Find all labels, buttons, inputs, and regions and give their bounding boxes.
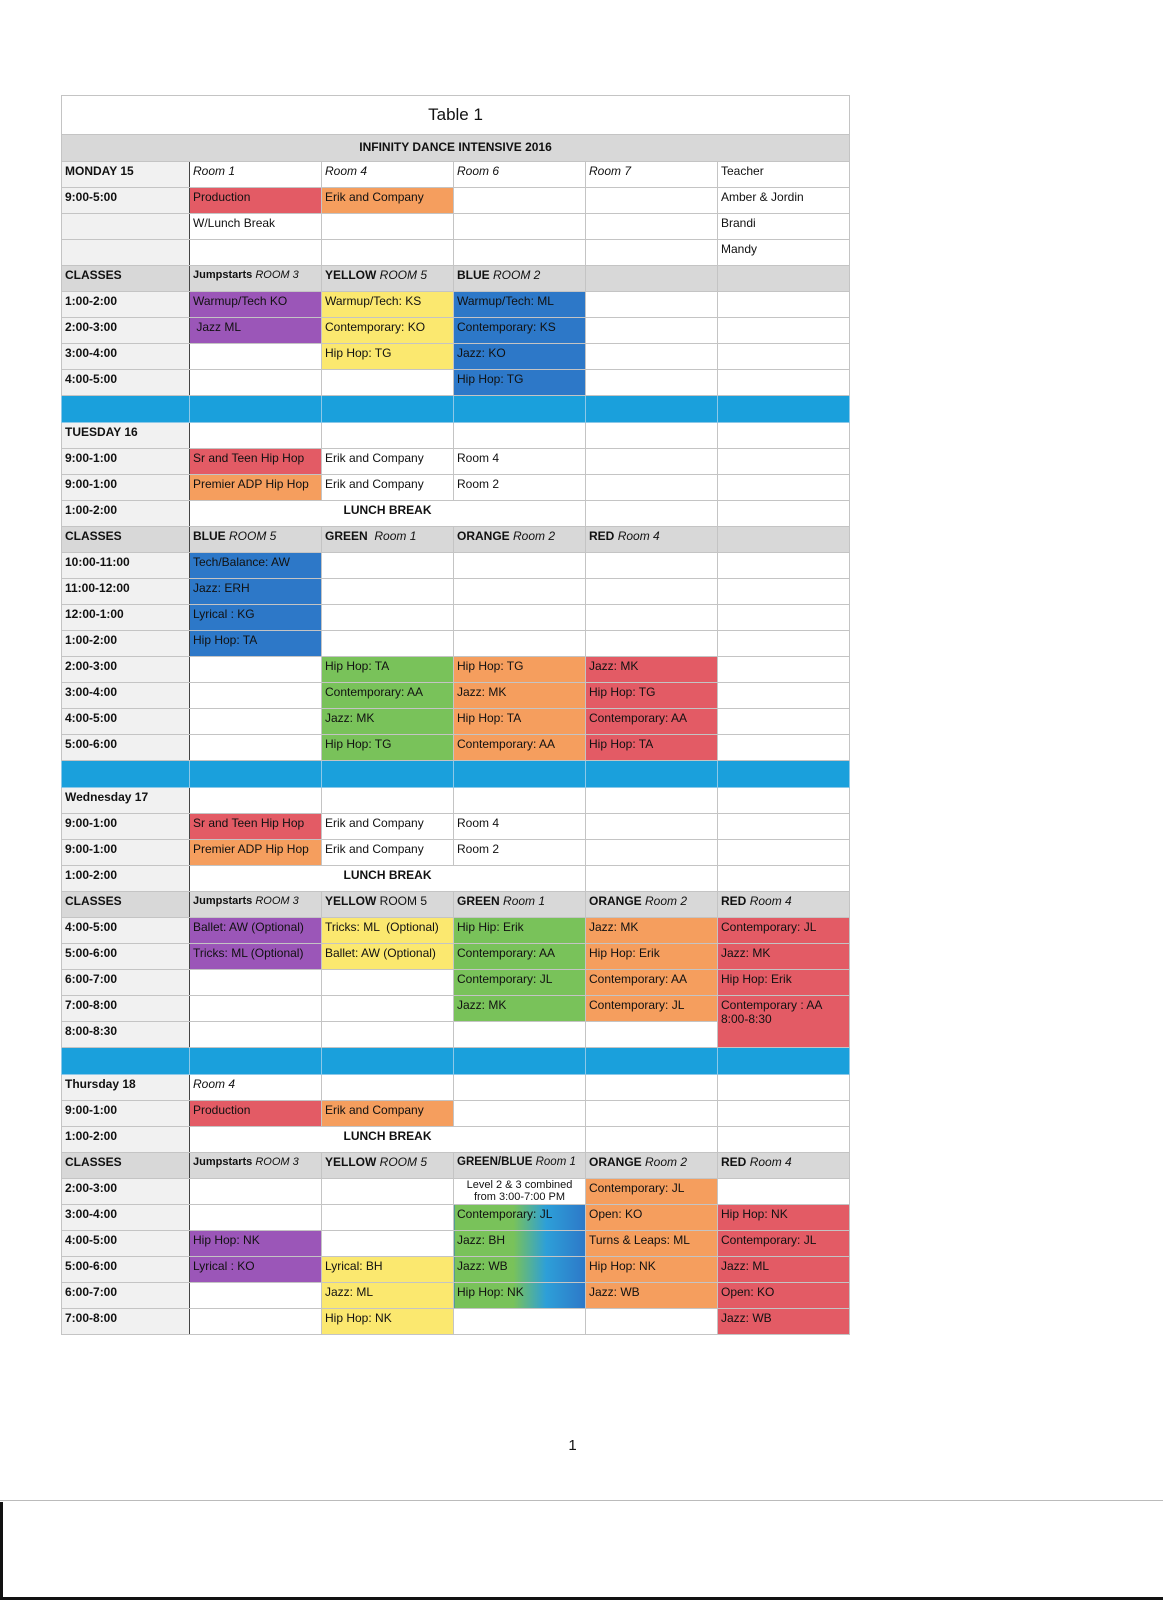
time-cell: 7:00-8:00 (62, 1309, 190, 1335)
class-cell: Hip Hop: NK (586, 1257, 718, 1283)
table-row (62, 1231, 850, 1257)
day-divider (62, 396, 850, 423)
time-cell: 1:00-2:00 (62, 1127, 190, 1153)
class-cell: Hip Hop: TG (454, 657, 586, 683)
schedule-cell: Erik and Company (322, 814, 454, 840)
class-cell: Open: KO (718, 1283, 850, 1309)
schedule-cell: Sr and Teen Hip Hop (190, 449, 322, 475)
table-row (62, 605, 850, 631)
time-cell: 3:00-4:00 (62, 344, 190, 370)
day-divider (62, 1048, 850, 1075)
classes-label: CLASSES (62, 266, 190, 292)
schedule-cell (586, 188, 718, 214)
level-heading: RED Room 4 (718, 892, 850, 918)
table-row (62, 370, 850, 396)
lunch-row (62, 1127, 850, 1153)
class-cell: Hip Hop: TA (454, 709, 586, 735)
class-cell: Jazz: WB (454, 1257, 586, 1283)
schedule-cell (454, 240, 586, 266)
schedule-cell (322, 214, 454, 240)
class-cell: Turns & Leaps: ML (586, 1231, 718, 1257)
table-row (62, 1205, 850, 1231)
lunch-row (62, 866, 850, 892)
class-cell: Contemporary: KS (454, 318, 586, 344)
schedule-cell: Production (190, 1101, 322, 1127)
class-cell: Jazz: WB (718, 1309, 850, 1335)
level-heading: Jumpstarts ROOM 3 (190, 1153, 322, 1179)
class-cell: Hip Hop: TG (586, 683, 718, 709)
class-cell: Hip Hop: NK (454, 1283, 586, 1309)
time-cell: 4:00-5:00 (62, 918, 190, 944)
class-cell: Jazz: ERH (190, 579, 322, 605)
class-cell: Hip Hop: TA (190, 631, 322, 657)
class-cell (718, 292, 850, 318)
combined-note: Level 2 & 3 combined from 3:00-7:00 PM (454, 1179, 586, 1205)
table-row (62, 631, 850, 657)
page-edge-line (0, 1500, 1163, 1501)
level-heading: Jumpstarts ROOM 3 (190, 266, 322, 292)
class-cell: Contemporary: JL (718, 918, 850, 944)
time-cell: 9:00-1:00 (62, 475, 190, 501)
level-heading: ORANGE Room 2 (454, 527, 586, 553)
class-cell: Hip Hop: NK (322, 1309, 454, 1335)
class-cell: Jazz ML (190, 318, 322, 344)
class-cell (322, 370, 454, 396)
room-heading: Room 4 (190, 1075, 322, 1101)
class-cell: Contemporary: JL (454, 970, 586, 996)
level-heading: YELLOW ROOM 5 (322, 1153, 454, 1179)
table-row (62, 1179, 850, 1205)
table-row (62, 918, 850, 944)
time-cell: 8:00-8:30 (62, 1022, 190, 1048)
table-caption: Table 1 (62, 96, 850, 135)
class-cell: Contemporary: JL (586, 996, 718, 1022)
schedule-cell (586, 214, 718, 240)
class-cell: Tricks: ML (Optional) (322, 918, 454, 944)
class-cell: Jazz: MK (586, 657, 718, 683)
room-heading: Room 6 (454, 162, 586, 188)
time-cell: 3:00-4:00 (62, 1205, 190, 1231)
scan-edge-left (0, 1502, 3, 1600)
class-cell: Lyrical : KO (190, 1257, 322, 1283)
schedule-cell: Erik and Company (322, 188, 454, 214)
class-cell (586, 344, 718, 370)
table-row (62, 1283, 850, 1309)
class-cell: Hip Hop: TA (586, 735, 718, 761)
class-cell: Jazz: MK (454, 683, 586, 709)
classes-header-row (62, 1153, 850, 1179)
level-heading: RED Room 4 (718, 1153, 850, 1179)
class-cell: Contemporary: JL (586, 1179, 718, 1205)
room-heading: Room 1 (190, 162, 322, 188)
class-cell: Warmup/Tech: ML (454, 292, 586, 318)
time-cell: 5:00-6:00 (62, 944, 190, 970)
class-cell: Hip Hip: Erik (454, 918, 586, 944)
time-cell: 6:00-7:00 (62, 970, 190, 996)
classes-header-row (62, 892, 850, 918)
monday-header-row (62, 162, 850, 188)
schedule-cell: W/Lunch Break (190, 214, 322, 240)
table-row (62, 814, 850, 840)
schedule-cell: Room 2 (454, 475, 586, 501)
level-heading: GREEN/BLUE Room 1 (454, 1153, 586, 1179)
table-row (62, 553, 850, 579)
table-row (62, 996, 850, 1022)
class-cell: Contemporary: JL (454, 1205, 586, 1231)
schedule-cell: Room 4 (454, 449, 586, 475)
class-cell (586, 318, 718, 344)
schedule-cell: Erik and Company (322, 840, 454, 866)
class-cell (718, 370, 850, 396)
time-cell: 6:00-7:00 (62, 1283, 190, 1309)
class-cell: Hip Hop: TA (322, 657, 454, 683)
schedule-cell: Premier ADP Hip Hop (190, 840, 322, 866)
schedule-cell: Sr and Teen Hip Hop (190, 814, 322, 840)
classes-header-row (62, 527, 850, 553)
table-caption-row (62, 96, 850, 135)
classes-label: CLASSES (62, 892, 190, 918)
level-heading (718, 527, 850, 553)
class-cell: Jazz: KO (454, 344, 586, 370)
wednesday-header-row (62, 788, 850, 814)
class-cell: Jazz: MK (718, 944, 850, 970)
schedule-cell: Erik and Company (322, 1101, 454, 1127)
level-heading: ORANGE Room 2 (586, 892, 718, 918)
table-row (62, 292, 850, 318)
level-heading: BLUE ROOM 2 (454, 266, 586, 292)
time-cell: 5:00-6:00 (62, 735, 190, 761)
time-cell: 3:00-4:00 (62, 683, 190, 709)
class-cell: Jazz: WB (586, 1283, 718, 1309)
time-cell: 9:00-1:00 (62, 840, 190, 866)
level-heading: Jumpstarts ROOM 3 (190, 892, 322, 918)
class-cell: Contemporary: AA (586, 709, 718, 735)
time-cell: 9:00-1:00 (62, 814, 190, 840)
teacher-cell: Mandy (718, 240, 850, 266)
table-row (62, 735, 850, 761)
class-cell: Hip Hop: NK (190, 1231, 322, 1257)
class-cell: Contemporary: KO (322, 318, 454, 344)
class-cell: Jazz: BH (454, 1231, 586, 1257)
table-row (62, 579, 850, 605)
room-heading: Room 4 (322, 162, 454, 188)
time-cell: 7:00-8:00 (62, 996, 190, 1022)
day-label: TUESDAY 16 (62, 423, 190, 449)
class-cell (190, 370, 322, 396)
schedule-cell: Erik and Company (322, 475, 454, 501)
time-cell: 2:00-3:00 (62, 1179, 190, 1205)
class-cell: Hip Hop: TG (322, 344, 454, 370)
schedule-cell (586, 240, 718, 266)
class-cell (718, 344, 850, 370)
time-cell: 9:00-1:00 (62, 1101, 190, 1127)
room-heading: Room 7 (586, 162, 718, 188)
table-row (62, 840, 850, 866)
table-row (62, 709, 850, 735)
time-cell: 2:00-3:00 (62, 657, 190, 683)
time-cell: 2:00-3:00 (62, 318, 190, 344)
schedule-cell (454, 188, 586, 214)
time-cell: 9:00-5:00 (62, 188, 190, 214)
time-cell: 4:00-5:00 (62, 1231, 190, 1257)
level-heading: BLUE ROOM 5 (190, 527, 322, 553)
class-cell: Hip Hop: NK (718, 1205, 850, 1231)
level-heading: RED Room 4 (586, 527, 718, 553)
class-cell: Contemporary : AA 8:00-8:30 (718, 996, 850, 1048)
classes-label: CLASSES (62, 527, 190, 553)
table-row (62, 475, 850, 501)
time-cell: 12:00-1:00 (62, 605, 190, 631)
level-heading: YELLOW ROOM 5 (322, 266, 454, 292)
time-cell: 1:00-2:00 (62, 292, 190, 318)
thursday-header-row (62, 1075, 850, 1101)
level-heading: GREEN Room 1 (454, 892, 586, 918)
classes-header-row (62, 266, 850, 292)
day-divider (62, 761, 850, 788)
class-cell (586, 370, 718, 396)
teacher-heading: Teacher (718, 162, 850, 188)
schedule-cell: Premier ADP Hip Hop (190, 475, 322, 501)
class-cell: Ballet: AW (Optional) (322, 944, 454, 970)
level-heading (718, 266, 850, 292)
schedule-cell: Production (190, 188, 322, 214)
level-heading: GREEN Room 1 (322, 527, 454, 553)
time-cell (62, 214, 190, 240)
class-cell: Hip Hop: Erik (586, 944, 718, 970)
day-label: Wednesday 17 (62, 788, 190, 814)
table-row (62, 318, 850, 344)
schedule-cell (322, 240, 454, 266)
class-cell: Jazz: ML (718, 1257, 850, 1283)
lunch-break: LUNCH BREAK (190, 1127, 586, 1153)
table-row (62, 1257, 850, 1283)
time-cell (62, 240, 190, 266)
time-cell: 5:00-6:00 (62, 1257, 190, 1283)
schedule-cell: Room 4 (454, 814, 586, 840)
classes-label: CLASSES (62, 1153, 190, 1179)
class-cell: Tech/Balance: AW (190, 553, 322, 579)
time-cell: 10:00-11:00 (62, 553, 190, 579)
tuesday-header-row (62, 423, 850, 449)
class-cell: Jazz: ML (322, 1283, 454, 1309)
class-cell: Jazz: MK (586, 918, 718, 944)
level-heading: YELLOW ROOM 5 (322, 892, 454, 918)
class-cell: Lyrical: BH (322, 1257, 454, 1283)
class-cell: Hip Hop: TG (322, 735, 454, 761)
time-cell: 9:00-1:00 (62, 449, 190, 475)
time-cell: 1:00-2:00 (62, 866, 190, 892)
class-cell: Contemporary: AA (586, 970, 718, 996)
time-cell: 1:00-2:00 (62, 501, 190, 527)
schedule-cell (190, 240, 322, 266)
table-row (62, 344, 850, 370)
table-title: INFINITY DANCE INTENSIVE 2016 (62, 135, 850, 162)
class-cell: Ballet: AW (Optional) (190, 918, 322, 944)
table-row (62, 240, 850, 266)
class-cell: Contemporary: AA (322, 683, 454, 709)
class-cell: Hip Hop: TG (454, 370, 586, 396)
class-cell: Warmup/Tech: KS (322, 292, 454, 318)
class-cell: Hip Hop: Erik (718, 970, 850, 996)
table-row (62, 214, 850, 240)
lunch-break: LUNCH BREAK (190, 866, 586, 892)
table-row (62, 188, 850, 214)
level-heading (586, 266, 718, 292)
day-label: Thursday 18 (62, 1075, 190, 1101)
table-row (62, 657, 850, 683)
table-row (62, 449, 850, 475)
class-cell: Jazz: MK (454, 996, 586, 1022)
teacher-cell: Brandi (718, 214, 850, 240)
class-cell: Jazz: MK (322, 709, 454, 735)
class-cell: Warmup/Tech KO (190, 292, 322, 318)
class-cell: Open: KO (586, 1205, 718, 1231)
time-cell: 4:00-5:00 (62, 370, 190, 396)
table-row (62, 1309, 850, 1335)
class-cell: Tricks: ML (Optional) (190, 944, 322, 970)
schedule-cell: Erik and Company (322, 449, 454, 475)
table-row (62, 683, 850, 709)
class-cell: Lyrical : KG (190, 605, 322, 631)
schedule-cell: Room 2 (454, 840, 586, 866)
time-cell: 4:00-5:00 (62, 709, 190, 735)
table-row (62, 944, 850, 970)
class-cell: Contemporary: AA (454, 735, 586, 761)
level-heading: ORANGE Room 2 (586, 1153, 718, 1179)
day-label: MONDAY 15 (62, 162, 190, 188)
table-row (62, 970, 850, 996)
lunch-row (62, 501, 850, 527)
schedule-table (61, 95, 850, 1335)
lunch-break: LUNCH BREAK (190, 501, 586, 527)
table-row (62, 1101, 850, 1127)
class-cell: Contemporary: JL (718, 1231, 850, 1257)
schedule-cell (454, 214, 586, 240)
table-title-row (62, 135, 850, 162)
class-cell (190, 344, 322, 370)
teacher-cell: Amber & Jordin (718, 188, 850, 214)
class-cell (718, 318, 850, 344)
class-cell: Contemporary: AA (454, 944, 586, 970)
class-cell (586, 292, 718, 318)
page-number: 1 (568, 1437, 577, 1454)
time-cell: 11:00-12:00 (62, 579, 190, 605)
time-cell: 1:00-2:00 (62, 631, 190, 657)
